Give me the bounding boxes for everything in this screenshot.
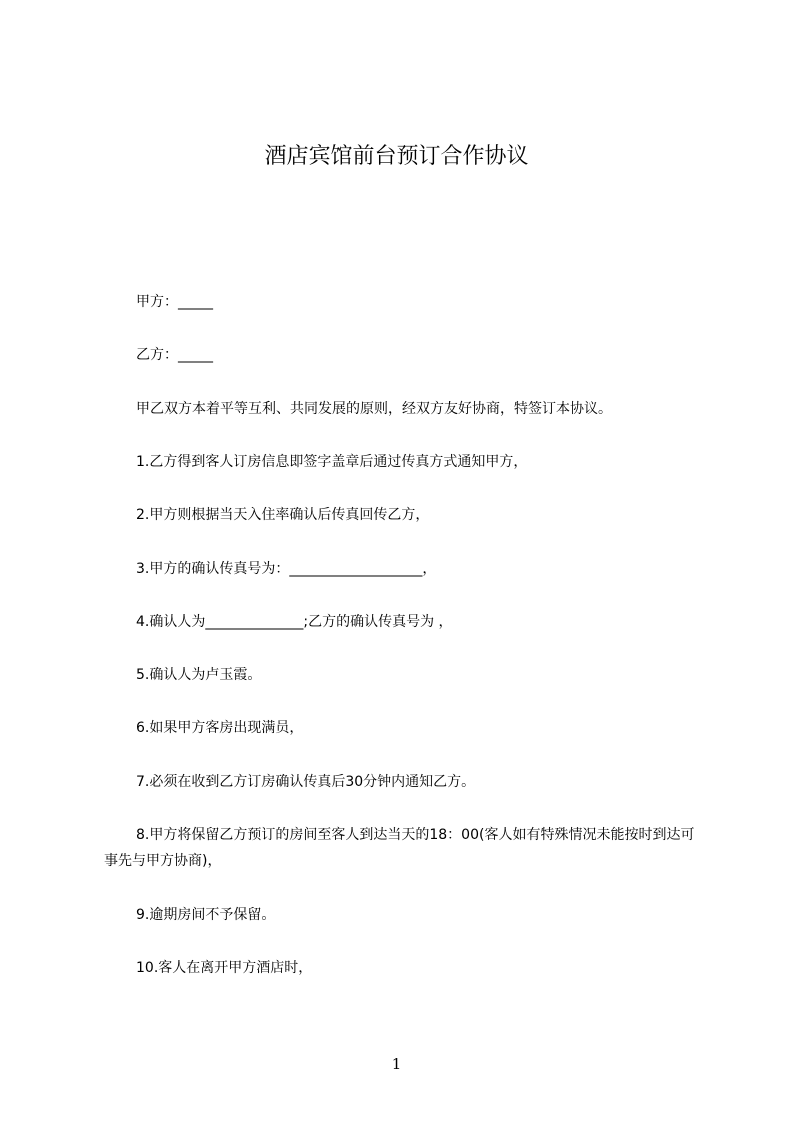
party-b-line: 乙方：_____: [136, 347, 213, 363]
preamble-paragraph: 甲乙双方本着平等互利、共同发展的原则，经双方友好协商，特签订本协议。: [136, 401, 612, 417]
clause-8: 8.甲方将保留乙方预订的房间至客人到达当天的18：00(客人如有特殊情况未能按时到达可事先与甲方协商)，: [104, 827, 695, 869]
page-number: 1: [391, 1055, 402, 1073]
clause-1: 1.乙方得到客人订房信息即签字盖章后通过传真方式通知甲方，: [136, 454, 528, 470]
document-title: 酒店宾馆前台预订合作协议: [264, 144, 529, 169]
clause-9: 9.逾期房间不予保留。: [136, 907, 276, 923]
clause-2: 2.甲方则根据当天入住率确认后传真回传乙方，: [136, 507, 430, 523]
clause-10: 10.客人在离开甲方酒店时，: [136, 960, 313, 976]
clause-7: 7.必须在收到乙方订房确认传真后30分钟内通知乙方。: [136, 774, 476, 790]
clause-5: 5.确认人为卢玉霞。: [136, 667, 262, 683]
party-a-line: 甲方：_____: [136, 294, 213, 310]
clause-4: 4.确认人为______________;乙方的确认传真号为 ，: [136, 614, 453, 630]
clause-3: 3.甲方的确认传真号为：___________________，: [136, 561, 437, 577]
clause-6: 6.如果甲方客房出现满员，: [136, 720, 304, 736]
